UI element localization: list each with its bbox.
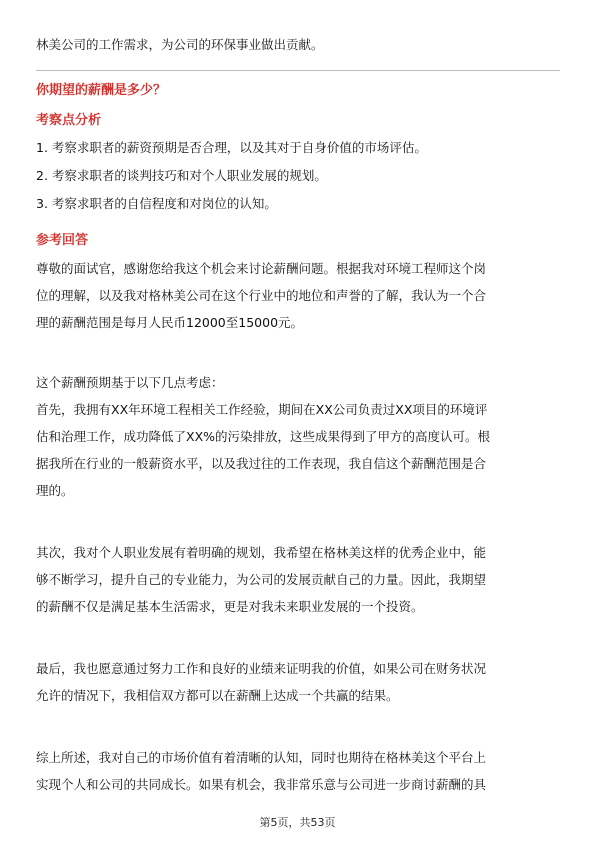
question-heading: 你期望的薪酬是多少？: [36, 83, 167, 98]
continued-text-line: 林美公司的工作需求，为公司的环保事业做出贡献。: [36, 37, 324, 52]
answer-line: 的薪酬不仅是满足基本生活需求，更是对我未来职业发展的一个投资。: [36, 599, 424, 614]
answer-line: 理的。: [36, 483, 74, 498]
analysis-item: 3. 考察求职者的自信程度和对岗位的认知。: [36, 196, 277, 211]
answer-line: 综上所述，我对自己的市场价值有着清晰的认知，同时也期待在格林美这个平台上: [36, 750, 487, 765]
analysis-item: 1. 考察求职者的薪资预期是否合理，以及其对于自身价值的市场评估。: [36, 140, 427, 155]
page-number: 第5页，共53页: [259, 816, 336, 829]
analysis-item: 2. 考察求职者的谈判技巧和对个人职业发展的规划。: [36, 168, 327, 183]
answer-line: 实现个人和公司的共同成长。如果有机会，我非常乐意与公司进一步商讨薪酬的具: [36, 777, 487, 792]
answer-line: 允许的情况下，我相信双方都可以在薪酬上达成一个共赢的结果。: [36, 688, 399, 703]
answer-line: 据我所在行业的一般薪资水平，以及我过往的工作表现，我自信这个薪酬范围是合: [36, 456, 487, 471]
answer-line: 位的理解，以及我对格林美公司在这个行业中的地位和声誉的了解，我认为一个合: [36, 288, 487, 303]
answer-line: 理的薪酬范围是每月人民币12000至15000元。: [36, 315, 304, 330]
answer-line: 估和治理工作，成功降低了XX%的污染排放，这些成果得到了甲方的高度认可。根: [36, 429, 491, 444]
analysis-heading: 考察点分析: [36, 113, 102, 128]
answer-line: 够不断学习，提升自己的专业能力，为公司的发展贡献自己的力量。因此，我期望: [36, 572, 487, 587]
answer-line: 这个薪酬预期基于以下几点考虑：: [36, 375, 224, 390]
answer-line: 最后，我也愿意通过努力工作和良好的业绩来证明我的价值，如果公司在财务状况: [36, 661, 487, 676]
answer-line: 其次，我对个人职业发展有着明确的规划，我希望在格林美这样的优秀企业中，能: [36, 545, 487, 560]
answer-line: 尊敬的面试官，感谢您给我这个机会来讨论薪酬问题。根据我对环境工程师这个岗: [36, 261, 487, 276]
section-divider: [36, 70, 560, 71]
answer-line: 首先，我拥有XX年环境工程相关工作经验，期间在XX公司负责过XX项目的环境评: [36, 402, 488, 417]
answer-heading: 参考回答: [36, 233, 89, 248]
